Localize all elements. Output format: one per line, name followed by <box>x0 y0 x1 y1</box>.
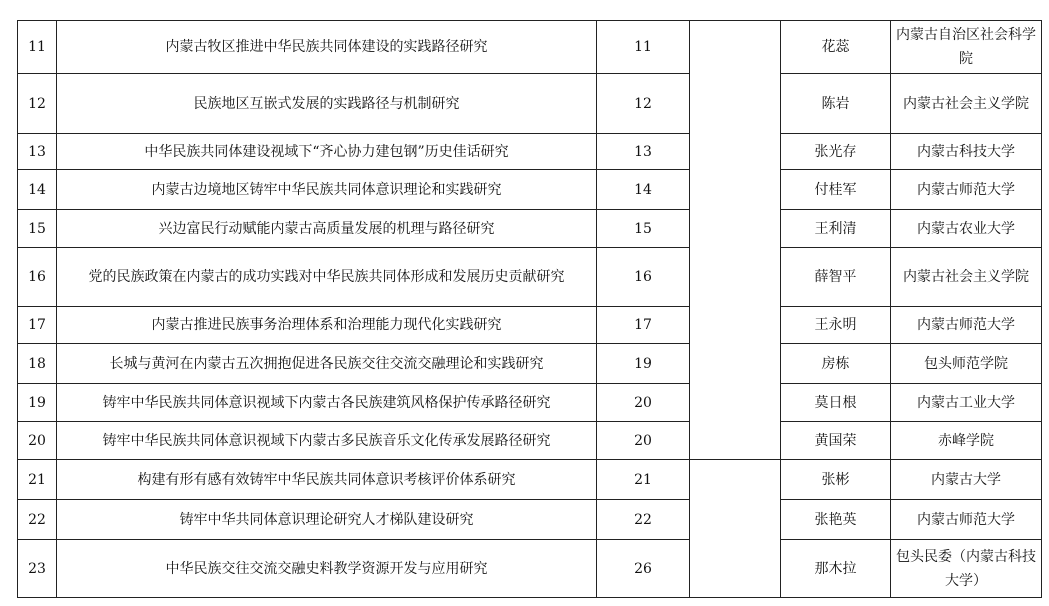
lead-unit: 内蒙古社会主义学院 <box>891 74 1042 134</box>
project-title: 构建有形有感有效铸牢中华民族共同体意识考核评价体系研究 <box>57 460 597 500</box>
lead-person: 张彬 <box>781 460 891 500</box>
project-table <box>17 20 1042 598</box>
project-code: 16 <box>597 248 690 307</box>
row-number: 23 <box>18 540 57 598</box>
project-code: 14 <box>597 170 690 210</box>
row-number: 18 <box>18 344 57 384</box>
row-number: 11 <box>18 21 57 74</box>
project-title: 铸牢中华民族共同体意识视域下内蒙古多民族音乐文化传承发展路径研究 <box>57 422 597 460</box>
table-row <box>18 170 1042 210</box>
row-number: 16 <box>18 248 57 307</box>
project-code: 13 <box>597 134 690 170</box>
empty-cell <box>690 21 781 460</box>
table-row <box>18 460 1042 500</box>
project-code: 20 <box>597 384 690 422</box>
project-code: 21 <box>597 460 690 500</box>
lead-person: 王永明 <box>781 307 891 344</box>
lead-person: 张光存 <box>781 134 891 170</box>
project-code: 20 <box>597 422 690 460</box>
row-number: 17 <box>18 307 57 344</box>
row-number: 19 <box>18 384 57 422</box>
lead-person: 那木拉 <box>781 540 891 598</box>
project-title: 铸牢中华民族共同体意识视域下内蒙古各民族建筑风格保护传承路径研究 <box>57 384 597 422</box>
lead-unit: 包头师范学院 <box>891 344 1042 384</box>
table-row <box>18 540 1042 598</box>
lead-person: 花蕊 <box>781 21 891 74</box>
lead-person: 付桂军 <box>781 170 891 210</box>
project-title: 中华民族交往交流交融史料教学资源开发与应用研究 <box>57 540 597 598</box>
row-number: 15 <box>18 210 57 248</box>
project-title: 内蒙古推进民族事务治理体系和治理能力现代化实践研究 <box>57 307 597 344</box>
table-row <box>18 74 1042 134</box>
table-row <box>18 21 1042 74</box>
project-code: 26 <box>597 540 690 598</box>
lead-person: 黄国荣 <box>781 422 891 460</box>
table-row <box>18 210 1042 248</box>
lead-unit: 赤峰学院 <box>891 422 1042 460</box>
project-title: 党的民族政策在内蒙古的成功实践对中华民族共同体形成和发展历史贡献研究 <box>57 248 597 307</box>
row-number: 20 <box>18 422 57 460</box>
project-code: 12 <box>597 74 690 134</box>
row-number: 21 <box>18 460 57 500</box>
row-number: 14 <box>18 170 57 210</box>
table-row <box>18 422 1042 460</box>
project-title: 民族地区互嵌式发展的实践路径与机制研究 <box>57 74 597 134</box>
lead-person: 莫日根 <box>781 384 891 422</box>
lead-unit: 内蒙古科技大学 <box>891 134 1042 170</box>
project-code: 15 <box>597 210 690 248</box>
table-row <box>18 344 1042 384</box>
row-number: 13 <box>18 134 57 170</box>
lead-unit: 内蒙古社会主义学院 <box>891 248 1042 307</box>
lead-unit: 内蒙古师范大学 <box>891 170 1042 210</box>
table-row <box>18 248 1042 307</box>
project-title: 铸牢中华共同体意识理论研究人才梯队建设研究 <box>57 500 597 540</box>
project-code: 19 <box>597 344 690 384</box>
project-title: 中华民族共同体建设视域下“齐心协力建包钢”历史佳话研究 <box>57 134 597 170</box>
lead-unit: 内蒙古大学 <box>891 460 1042 500</box>
lead-person: 陈岩 <box>781 74 891 134</box>
lead-person: 张艳英 <box>781 500 891 540</box>
lead-unit: 内蒙古师范大学 <box>891 307 1042 344</box>
lead-unit: 内蒙古自治区社会科学院 <box>891 21 1042 74</box>
project-title: 长城与黄河在内蒙古五次拥抱促进各民族交往交流交融理论和实践研究 <box>57 344 597 384</box>
lead-person: 房栋 <box>781 344 891 384</box>
table-row <box>18 307 1042 344</box>
table-row <box>18 134 1042 170</box>
table-row <box>18 500 1042 540</box>
project-code: 17 <box>597 307 690 344</box>
lead-unit: 内蒙古农业大学 <box>891 210 1042 248</box>
lead-person: 薛智平 <box>781 248 891 307</box>
lead-unit: 包头民委（内蒙古科技大学） <box>891 540 1042 598</box>
project-code: 11 <box>597 21 690 74</box>
lead-unit: 内蒙古师范大学 <box>891 500 1042 540</box>
row-number: 12 <box>18 74 57 134</box>
lead-person: 王利清 <box>781 210 891 248</box>
empty-cell <box>690 460 781 598</box>
row-number: 22 <box>18 500 57 540</box>
lead-unit: 内蒙古工业大学 <box>891 384 1042 422</box>
project-code: 22 <box>597 500 690 540</box>
table-row <box>18 384 1042 422</box>
project-title: 内蒙古边境地区铸牢中华民族共同体意识理论和实践研究 <box>57 170 597 210</box>
project-title: 内蒙古牧区推进中华民族共同体建设的实践路径研究 <box>57 21 597 74</box>
project-title: 兴边富民行动赋能内蒙古高质量发展的机理与路径研究 <box>57 210 597 248</box>
